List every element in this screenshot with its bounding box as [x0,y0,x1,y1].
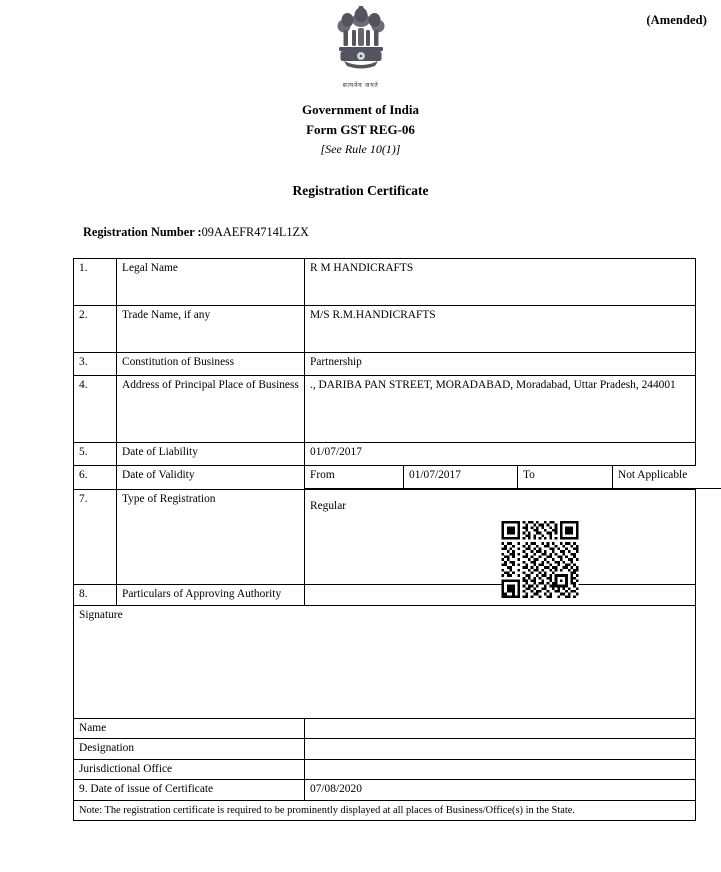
row-serial: 5. [74,443,117,466]
row-value [305,739,696,760]
row-label: Particulars of Approving Authority [117,585,305,606]
table-row [74,585,696,606]
row-value: Partnership [305,353,696,376]
government-heading: Government of India [302,102,419,117]
validity-from-label: From [305,466,404,489]
signature-label: Signature [79,608,123,621]
row-label: Date of Liability [117,443,305,466]
row-label: Type of Registration [117,490,305,585]
emblem-block [0,4,721,89]
table-row [74,759,696,780]
table-row [74,780,696,801]
signature-row [74,605,696,718]
validity-to-value: Not Applicable [613,466,721,489]
table-row [74,490,696,585]
rule-reference: [See Rule 10(1)] [320,142,401,156]
signature-cell [74,605,696,718]
row-label: Jurisdictional Office [74,759,305,780]
row-label: Constitution of Business [117,353,305,376]
table-row [74,306,696,353]
table-row [74,443,696,466]
row-value-with-qr [305,490,696,585]
table-row [74,353,696,376]
row-serial: 3. [74,353,117,376]
row-serial: 8. [74,585,117,606]
registration-type-value: Regular [310,500,347,512]
row-label: Legal Name [117,259,305,306]
registration-number-line [83,225,309,240]
row-serial: 4. [74,376,117,443]
row-label: 9. Date of issue of Certificate [74,780,305,801]
row-label: Name [74,718,305,739]
row-value [305,759,696,780]
row-label: Trade Name, if any [117,306,305,353]
row-value: 01/07/2017 [305,443,696,466]
row-value: ., DARIBA PAN STREET, MORADABAD, Moradabad, Uttar Pradesh, 244001 [305,376,696,443]
row-value [305,718,696,739]
row-value: R M HANDICRAFTS [305,259,696,306]
validity-to-label: To [518,466,613,489]
certificate-details-table [73,258,696,821]
row-serial: 7. [74,490,117,585]
registration-number-value: 09AAEFR4714L1ZX [201,225,309,239]
row-value: 07/08/2020 [305,780,696,801]
validity-from-value: 01/07/2017 [404,466,518,489]
page-title: Registration Certificate [292,183,429,198]
amended-label: (Amended) [646,13,707,27]
row-value: M/S R.M.HANDICRAFTS [305,306,696,353]
row-label: Address of Principal Place of Business [117,376,305,443]
note-row [74,800,696,821]
form-code-heading: Form GST REG-06 [306,122,415,137]
emblem-motto: सत्यमेव जयते [342,82,379,89]
table-row [74,376,696,443]
validity-subtable-cell [305,466,696,490]
title-block [0,100,721,199]
india-state-emblem-icon [331,4,391,81]
row-serial: 2. [74,306,117,353]
row-label: Designation [74,739,305,760]
table-row [74,739,696,760]
table-row [74,259,696,306]
table-row [74,718,696,739]
row-label: Date of Validity [117,466,305,490]
row-serial: 1. [74,259,117,306]
table-row [74,466,696,490]
note-text: Note: The registration certificate is required to be prominently displayed at all places of Business/Office(s) in the State. [74,800,696,821]
row-serial: 6. [74,466,117,490]
qr-code-icon [500,521,580,603]
registration-number-label: Registration Number : [83,225,202,239]
